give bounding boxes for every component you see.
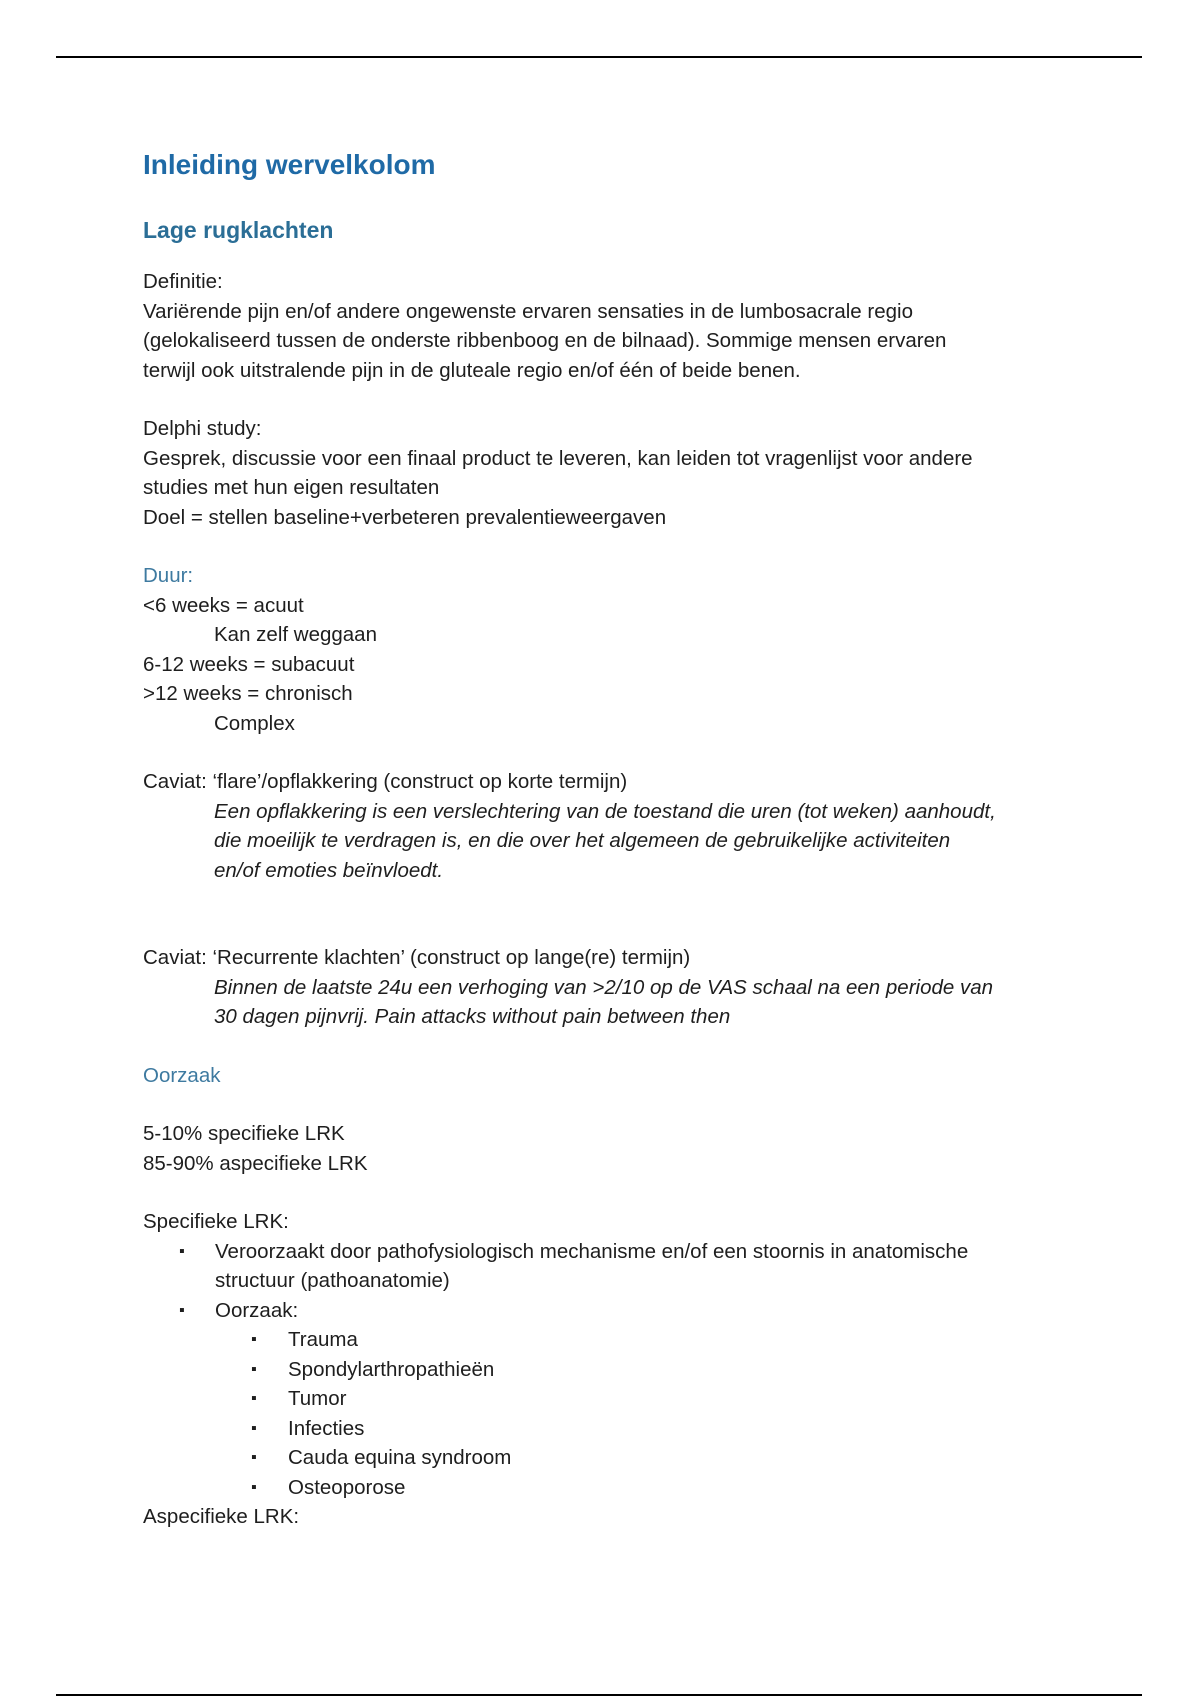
list-item (143, 1296, 1083, 1326)
list-item: ▪ Trauma (215, 1325, 1083, 1355)
list-item-text: structuur (pathoanatomie) (215, 1269, 450, 1292)
caviat-flare-line: Een opflakkering is een verslechtering van de toestand die uren (tot weken) aanhoudt, (214, 799, 996, 823)
specifieke-lrk-label: Specifieke LRK: (143, 1210, 289, 1233)
duur-subacuut: 6-12 weeks = subacuut (143, 652, 355, 676)
duur-chronisch: >12 weeks = chronisch (143, 682, 353, 705)
duur-acuut: <6 weeks = acuut (143, 593, 304, 617)
list-item: ▪ Osteoporose (215, 1473, 1083, 1503)
list-item: ▪ Spondylarthropathieën (215, 1355, 1083, 1385)
duur-chronisch-note: Complex (214, 711, 295, 735)
caviat-flare-heading: Caviat: ‘flare’/opflakkering (construct op korte termijn) (143, 770, 628, 793)
list-item: ▪ Tumor (215, 1384, 1083, 1414)
list-item-text: Oorzaak: (215, 1298, 299, 1322)
list-item: ▪ Cauda equina syndroom (215, 1443, 1083, 1473)
oorzaak-specific-pct: 5-10% specifieke LRK (143, 1122, 345, 1145)
caviat-flare-line: die moeilijk te verdragen is, en die over het algemeen de gebruikelijke activiteiten (214, 829, 951, 852)
duur-acuut-note: Kan zelf weggaan (214, 623, 377, 646)
aspecifieke-lrk-label: Aspecifieke LRK: (143, 1505, 300, 1528)
specifieke-lrk-list (143, 1237, 1083, 1503)
duur-label: Duur: (143, 564, 194, 587)
caviat-recurrent-line: 30 dagen pijnvrij. Pain attacks without pain between then (214, 1005, 731, 1028)
delphi-line: studies met hun eigen resultaten (143, 476, 440, 499)
nested-list-container (143, 1325, 1083, 1502)
definitie-line: (gelokaliseerd tussen de onderste ribbenboog en de bilnaad). Sommige mensen ervaren (143, 329, 947, 352)
delphi-label: Delphi study: (143, 417, 262, 440)
definitie-line: Variërende pijn en/of andere ongewenste ervaren sensaties in de lumbosacrale regio (143, 299, 913, 323)
page-title: Inleiding wervelkolom (143, 149, 436, 180)
list-item-text: Veroorzaakt door pathofysiologisch mechanisme en/of een stoornis in anatomische (215, 1239, 969, 1263)
oorzaak-causes-list (143, 1325, 1083, 1502)
footer-rule (56, 1694, 1142, 1696)
definitie-line: terwijl ook uitstralende pijn in de gluteale regio en/of één of beide benen. (143, 358, 801, 382)
delphi-line: Doel = stellen baseline+verbeteren prevalentieweergaven (143, 505, 667, 529)
delphi-line: Gesprek, discussie voor een finaal product te leveren, kan leiden tot vragenlijst voor andere (143, 446, 973, 470)
list-item: ▪ Infecties (215, 1414, 1083, 1444)
oorzaak-label: Oorzaak (143, 1063, 221, 1087)
caviat-recurrent-line: Binnen de laatste 24u een verhoging van >2/10 op de VAS schaal na een periode van (214, 975, 994, 999)
caviat-flare-line: en/of emoties beïnvloedt. (214, 858, 444, 882)
caviat-recurrent-heading: Caviat: ‘Recurrente klachten’ (construct op lange(re) termijn) (143, 946, 691, 969)
header-rule (56, 56, 1142, 58)
list-item (143, 1237, 1083, 1296)
definitie-label: Definitie: (143, 270, 223, 293)
oorzaak-aspecific-pct: 85-90% aspecifieke LRK (143, 1151, 368, 1175)
document-page (143, 145, 1083, 1532)
section-heading: Lage rugklachten (143, 217, 334, 243)
